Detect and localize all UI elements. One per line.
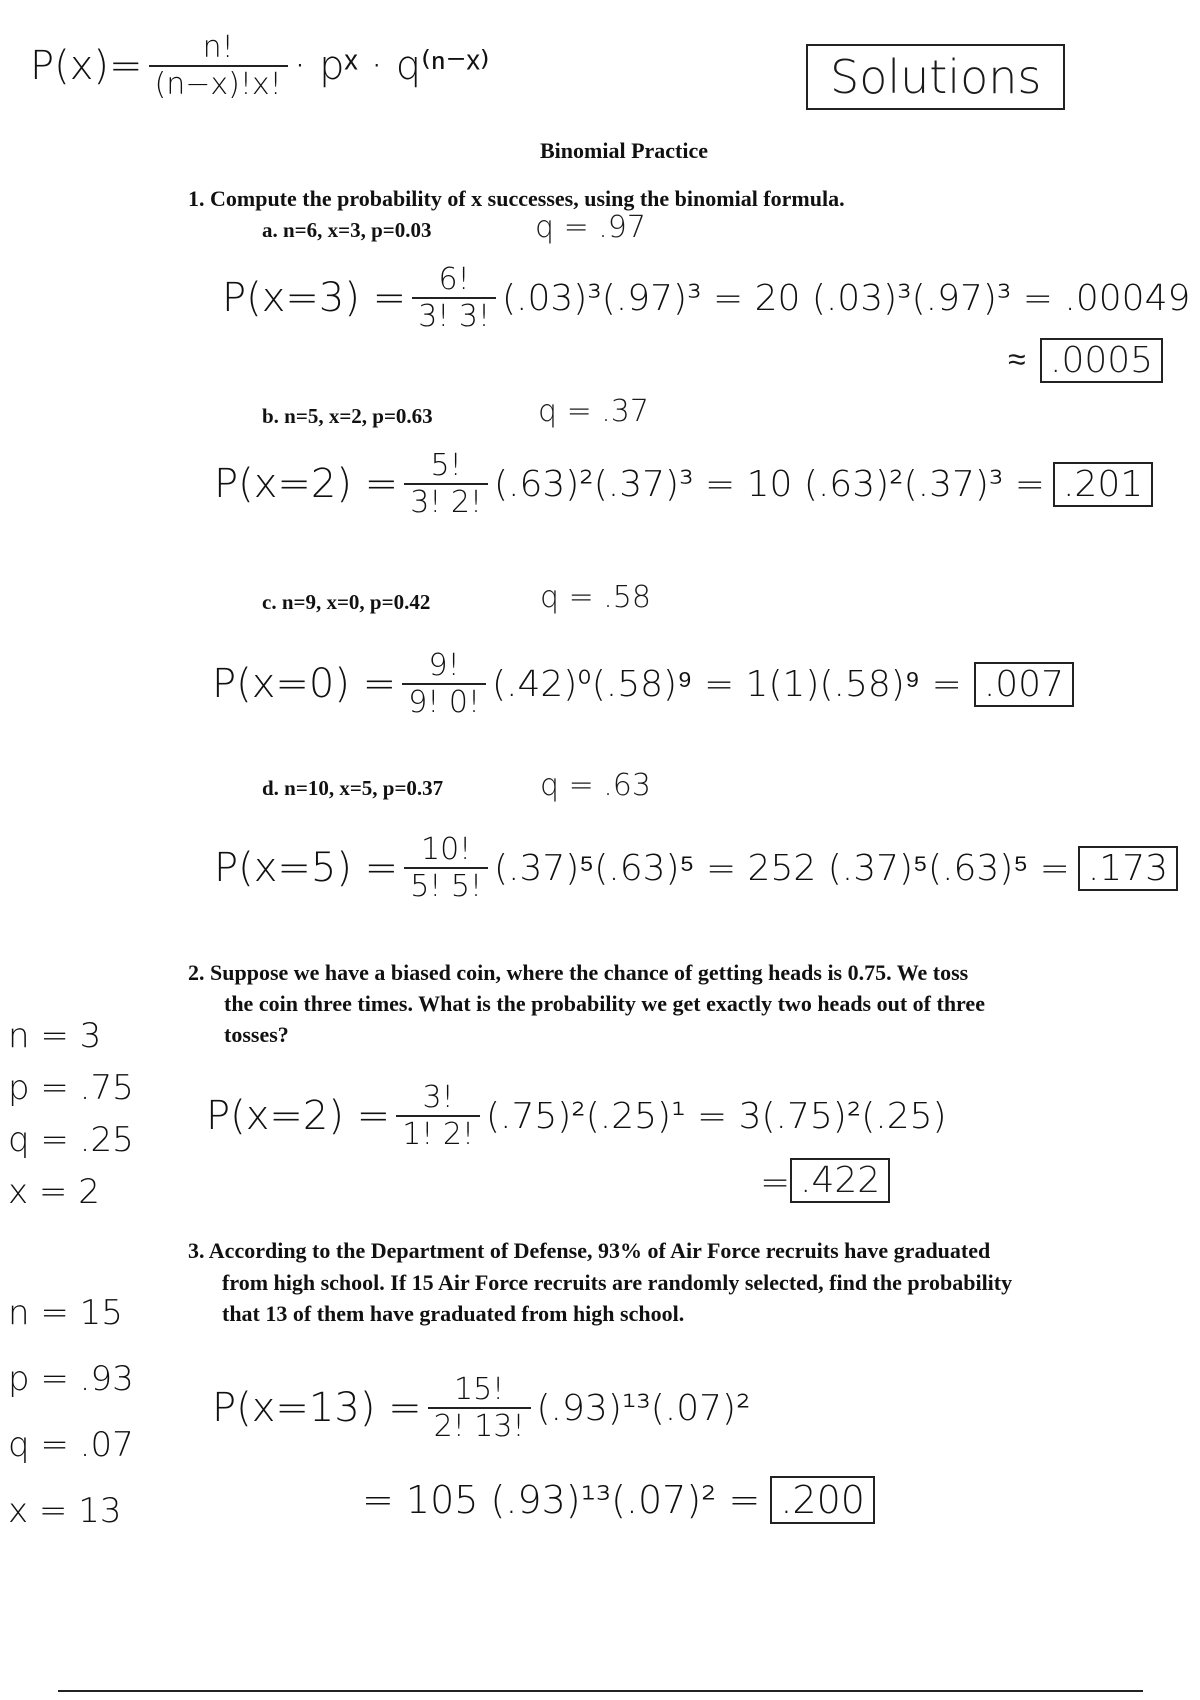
q1a-expression: (.03)³(.97)³ = 20 (.03)³(.97)³ = .00049 [501, 277, 1191, 319]
q1b-fraction [404, 448, 488, 520]
q1b-numerator: 5! [404, 448, 488, 485]
q3-lhs: P(x=13) = [212, 1385, 422, 1431]
page-title: Binomial Practice [540, 138, 709, 163]
q2-given-p: p = .75 [8, 1068, 134, 1108]
binomial-formula [30, 30, 490, 102]
solutions-label: Solutions [806, 44, 1065, 110]
q1d-fraction [404, 832, 488, 904]
q1d-expression: (.37)⁵(.63)⁵ = 252 (.37)⁵(.63)⁵ = [493, 848, 1070, 889]
q1c-q: q = .58 [540, 580, 651, 615]
q2-fraction [396, 1080, 480, 1152]
q3-equation [212, 1372, 751, 1444]
q1c-fraction [402, 648, 486, 720]
q2-given-q: q = .25 [8, 1120, 134, 1160]
q1c-label: c. n=9, x=0, p=0.42 [262, 590, 431, 614]
q1c-lhs: P(x=0) = [212, 661, 397, 707]
q3-given-values [8, 1280, 134, 1544]
q2-equals: = [760, 1162, 791, 1203]
q1b-denominator: 3! 2! [410, 485, 482, 520]
q1a-lhs: P(x=3) = [222, 275, 407, 321]
formula-fraction [149, 30, 288, 102]
q1a-q: q = .97 [535, 210, 646, 245]
q1c-denominator: 9! 0! [408, 685, 480, 720]
q1b-answer: .201 [1053, 462, 1153, 507]
bottom-rule [58, 1690, 1143, 1692]
q3-given-q: q = .07 [8, 1425, 134, 1465]
q1d-equation [214, 832, 1178, 904]
q1b-expression: (.63)²(.37)³ = 10 (.63)²(.37)³ = [493, 463, 1045, 505]
q1b-q: q = .37 [538, 394, 649, 429]
q1a-answer: .0005 [1040, 338, 1163, 383]
q2-denominator: 1! 2! [402, 1117, 474, 1152]
q3-line-1: 3. According to the Department of Defense, 93% of Air Force recruits have graduated [188, 1238, 991, 1263]
q3-line-3: that 13 of them have graduated from high school. [222, 1301, 685, 1326]
q3-expression: (.93)¹³(.07)² [536, 1387, 751, 1429]
q1c-equation [212, 648, 1074, 720]
q1a-fraction [412, 262, 496, 334]
q1b-equation [214, 448, 1153, 520]
q1a-equation [222, 262, 1190, 334]
q2-line-2: the coin three times. What is the probability we get exactly two heads out of three [224, 991, 985, 1016]
q1a-denominator: 3! 3! [418, 299, 490, 334]
q3-numerator: 15! [428, 1372, 531, 1409]
q2-line-3: tosses? [224, 1022, 289, 1047]
q1b-lhs: P(x=2) = [214, 461, 399, 507]
q1a-label: a. n=6, x=3, p=0.03 [262, 218, 432, 242]
q2-given-n: n = 3 [8, 1016, 102, 1056]
q2-line-1: 2. Suppose we have a biased coin, where the chance of getting heads is 0.75. We toss [188, 960, 969, 985]
q1d-label: d. n=10, x=5, p=0.37 [262, 776, 444, 800]
formula-lhs: P(x)= [30, 43, 143, 89]
q1a-numerator: 6! [412, 262, 496, 299]
q1c-answer: .007 [974, 662, 1074, 707]
q3-equation-line-2 [362, 1476, 875, 1524]
formula-denominator: (n−x)!x! [154, 67, 282, 102]
q3-given-n: n = 15 [8, 1293, 123, 1333]
q3-given-p: p = .93 [8, 1359, 134, 1399]
q3-denominator: 2! 13! [433, 1409, 525, 1444]
q2-lhs: P(x=2) = [206, 1093, 391, 1139]
q3-answer: .200 [770, 1476, 875, 1524]
q1d-lhs: P(x=5) = [214, 845, 399, 891]
q1d-numerator: 10! [404, 832, 488, 869]
formula-numerator: n! [149, 30, 288, 67]
q1-text: 1. Compute the probability of x successes, using the binomial formula. [188, 186, 845, 211]
q3-fraction [428, 1372, 531, 1444]
q2-equation [206, 1080, 947, 1152]
q1d-answer: .173 [1078, 846, 1178, 891]
q3-given-x: x = 13 [8, 1491, 122, 1531]
q1d-denominator: 5! 5! [410, 869, 482, 904]
q1c-expression: (.42)⁰(.58)⁹ = 1(1)(.58)⁹ = [491, 664, 962, 705]
q2-numerator: 3! [396, 1080, 480, 1117]
q2-given-values [8, 1010, 134, 1218]
q1d-q: q = .63 [540, 768, 651, 803]
q2-answer: .422 [790, 1158, 890, 1203]
q2-given-x: x = 2 [8, 1172, 100, 1212]
q1c-numerator: 9! [402, 648, 486, 685]
q1b-label: b. n=5, x=2, p=0.63 [262, 404, 433, 428]
q1a-approx: ≈ [1008, 340, 1026, 378]
q3-line2-expression: = 105 (.93)¹³(.07)² = [362, 1478, 761, 1522]
q3-line-2: from high school. If 15 Air Force recruits are randomly selected, find the probability [222, 1270, 1013, 1295]
formula-rest: · pˣ · q⁽ⁿ⁻ˣ⁾ [293, 43, 490, 89]
q2-expression: (.75)²(.25)¹ = 3(.75)²(.25) [485, 1095, 947, 1137]
